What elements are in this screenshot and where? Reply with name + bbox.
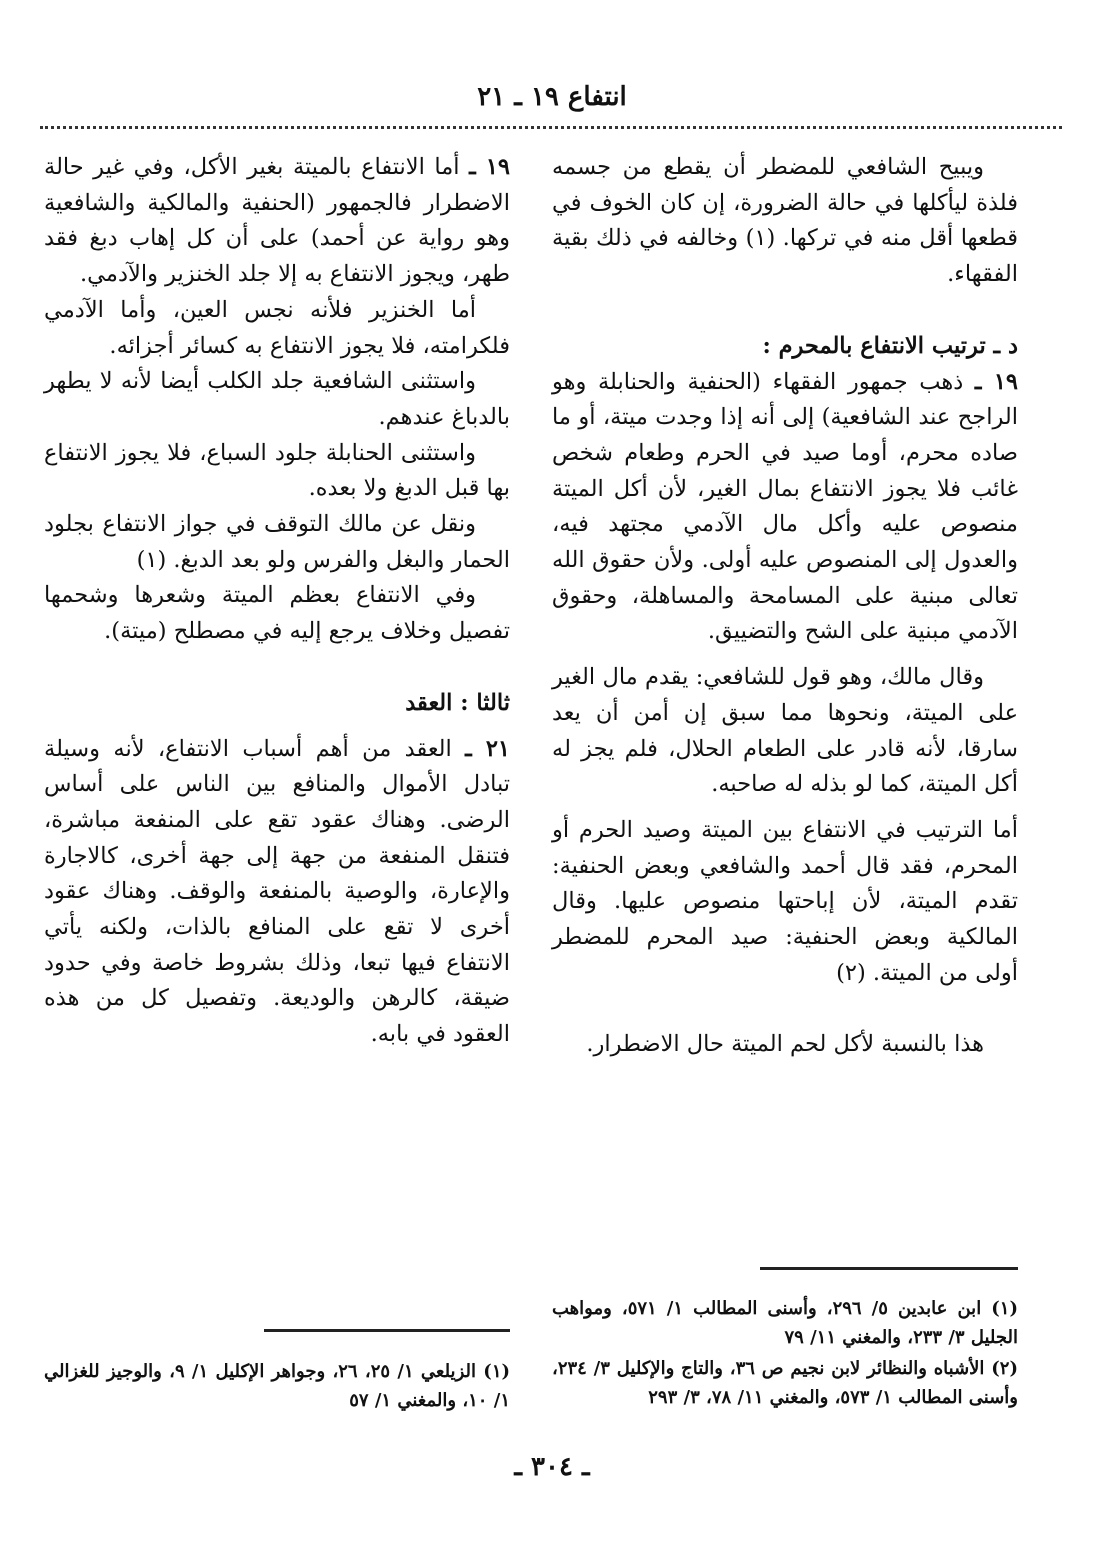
paragraph-predators-skin: واستثنى الحنابلة جلود السباع، فلا يجوز الانتفاع بها قبل الدبغ ولا بعده. [44, 439, 510, 502]
paragraph-21-contract [44, 732, 510, 1053]
footnote-separator-left [264, 1329, 510, 1332]
paragraph-shafii-flesh: ويبيح الشافعي للمضطر أن يقطع من جسمه فلذة ليأكلها في حالة الضرورة، إن كان الخوف في قطعها أقل منه في تركها. (١) وخالفه في ذلك بقية الفقهاء. [552, 154, 1018, 288]
section-heading-d: د ـ ترتيب الانتفاع بالمحرم : [762, 332, 1018, 359]
footnote-2: (٢) الأشباه والنظائر لابن نجيم ص ٣٦، والتاج والإكليل ٣/ ٢٣٤، وأسنى المطالب ١/ ٥٧٣، والمغني ١١/ ٧٨، ٣/ ٢٩٣ [552, 1358, 1018, 1408]
left-column [44, 150, 510, 1053]
page-number: ـ ٣٠٤ ـ [514, 1452, 590, 1482]
footnote-1: (١) الزيلعي ١/ ٢٥، ٢٦، وجواهر الإكليل ١/ ٩، والوجيز للغزالي ١/ ١٠، والمغني ١/ ٥٧ [44, 1361, 511, 1411]
paragraph-text: العقد من أهم أسباب الانتفاع، لأنه وسيلة تبادل الأموال والمنافع بين الناس على أساس الرضى. وهناك عقود تقع على المنفعة مباشرة، فتنقل المنفعة من جهة إلى جهة أخرى، كالاجارة والإعارة، والوصية بالمنفعة والوقف. وهناك عقود أخرى لا تقع على المنافع بالذات، ولكنه يأتي الانتفاع فيها تبعا، وذلك بشروط خاصة وفي حدود ضيقة، كالرهن والوديعة. وتفصيل كل من هذه العقود في بابه. [44, 735, 510, 1048]
paragraph-bones-hair: وفي الانتفاع بعظم الميتة وشعرها وشحمها تفصيل وخلاف يرجع إليه في مصطلح (ميتة). [44, 582, 510, 645]
paragraph-19-non-eating [44, 150, 510, 293]
section-heading-contract: ثالثا : العقد [405, 689, 510, 716]
paragraph-number: ١٩ ـ [469, 154, 511, 180]
paragraph-malik-hides: ونقل عن مالك التوقف في جواز الانتفاع بجلود الحمار والبغل والفرس ولو بعد الدبغ. (١) [44, 511, 510, 573]
paragraph-conclusion: هذا بالنسبة لأكل لحم الميتة حال الاضطرار. [586, 1031, 984, 1058]
footnotes-right [552, 1294, 1018, 1414]
paragraph-dog-skin: واستثنى الشافعية جلد الكلب أيضا لأنه لا يطهر بالدباغ عندهم. [44, 368, 510, 430]
paragraph-text: أما الانتفاع بالميتة بغير الأكل، وفي غير حالة الاضطرار فالجمهور (الحنفية والمالكية والشافعية وهو رواية عن أحمد) على أن كل إهاب دبغ فقد طهر، ويجوز الانتفاع به إلا جلد الخنزير والآدمي. [44, 154, 510, 288]
paragraph-number: ١٩ ـ [974, 368, 1018, 395]
header-dotted-rule [40, 126, 1062, 129]
paragraph-number: ٢١ ـ [465, 735, 510, 762]
paragraph-order-of-use: أما الترتيب في الانتفاع بين الميتة وصيد الحرم أو المحرم، فقد قال أحمد والشافعي وبعض الحنفية: تقدم الميتة، لأن إباحتها منصوص عليها. وقال المالكية وبعض الحنفية: صيد المحرم للمضطر أولى من الميتة. (٢) [552, 816, 1018, 986]
paragraph-19-majority [552, 365, 1018, 651]
footnotes-left [44, 1357, 510, 1417]
paragraph-malik-opinion: وقال مالك، وهو قول للشافعي: يقدم مال الغير على الميتة، ونحوها مما سبق إن أمن أن يعد سارقا، لأنه قادر على الطعام الحلال، فلم يجز له أكل الميتة، كما لو بذله له صاحبه. [552, 664, 1018, 798]
paragraph-pig-human: أما الخنزير فلأنه نجس العين، وأما الآدمي فلكرامته، فلا يجوز الانتفاع به كسائر أجزائه. [44, 296, 510, 359]
running-header: انتفاع ١٩ ـ ٢١ [477, 82, 627, 112]
footnote-separator-right [760, 1267, 1018, 1270]
footnote-1: (١) ابن عابدين ٥/ ٢٩٦، وأسنى المطالب ١/ ٥٧١، ومواهب الجليل ٣/ ٢٣٣، والمغني ١١/ ٧٩ [552, 1298, 1018, 1348]
paragraph-text: ذهب جمهور الفقهاء (الحنفية والحنابلة وهو الراجح عند الشافعية) إلى أنه إذا وجدت ميتة، أو ما صاده محرم، أوما صيد في الحرم وطعام شخص غائب فلا يجوز الانتفاع بمال الغير، لأن أكل الميتة منصوص عليه وأكل مال الآدمي مجتهد فيه، والعدول إلى المنصوص عليه أولى. ولأن حقوق الله تعالى مبنية على المسامحة والمساهلة، وحقوق الآدمي مبنية على الشح والتضييق. [552, 368, 1018, 645]
right-column [552, 150, 1018, 1063]
